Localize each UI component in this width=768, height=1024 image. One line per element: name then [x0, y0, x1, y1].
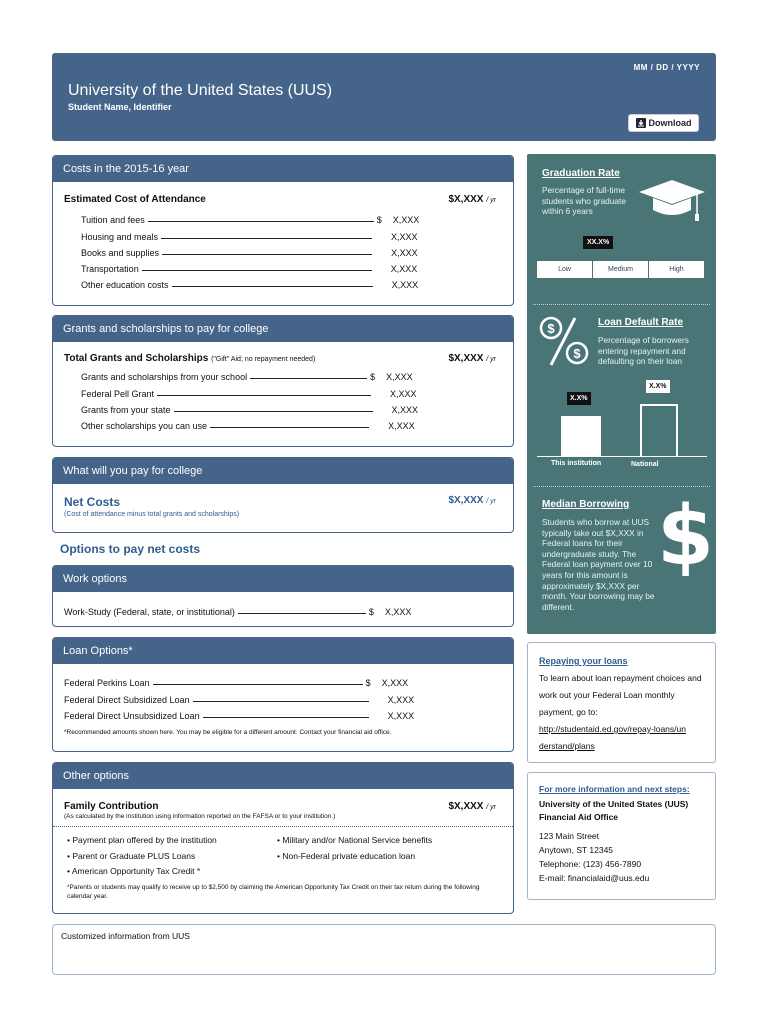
per-year: / yr: [486, 197, 496, 204]
loans-title: Loan Options*: [53, 638, 513, 664]
cost-attendance-label: Estimated Cost of Attendance: [64, 194, 206, 205]
repay-text: To learn about loan repayment choices and work out your Federal Loan monthly payment, go to:: [539, 673, 702, 717]
more-info-org: University of the United States (UUS): [539, 799, 689, 809]
bullet-dot: •: [277, 850, 283, 861]
per-year: / yr: [486, 804, 496, 811]
tax-credit-note: *Parents or students may qualify to receive up to $2,500 by claiming the American Opportunity Tax Credit on their tax return during the following calendar year.: [67, 883, 480, 900]
default-title: Loan Default Rate: [598, 317, 684, 328]
bullet-dot: •: [67, 866, 72, 876]
national-marker: X.X%: [646, 380, 670, 393]
fill-line: [238, 613, 366, 614]
option-bullet: [277, 849, 432, 865]
line-item: [53, 399, 513, 415]
line-item-value: X,XXX: [390, 388, 417, 399]
date-label: MM / DD / YYYY: [633, 63, 700, 72]
line-item-label: Grants from your state: [81, 404, 171, 415]
line-item: [53, 688, 513, 704]
grants-title: Grants and scholarships to pay for college: [53, 316, 513, 342]
options-heading: Options to pay net costs: [60, 542, 201, 556]
custom-info-text: Customized information from UUS: [61, 931, 190, 941]
grants-total-value: $X,XXX: [448, 353, 484, 364]
line-item-label: Tuition and fees: [81, 215, 145, 226]
institution-bar: [561, 416, 601, 456]
work-study-value: X,XXX: [384, 607, 412, 618]
line-item-label: Transportation: [81, 264, 139, 275]
baseline: [537, 456, 707, 457]
download-icon: [636, 118, 646, 128]
line-item-label: Other scholarships you can use: [81, 421, 208, 432]
svg-text:$: $: [547, 321, 555, 336]
net-costs-value: $X,XXX: [448, 495, 484, 506]
graduation-text: Percentage of full-time students who graduate within 6 years: [542, 185, 626, 217]
fill-line: [162, 254, 372, 255]
line-item: [53, 705, 513, 721]
option-bullet-text: Payment plan offered by the institution: [72, 835, 217, 845]
line-item-value: X,XXX: [390, 264, 418, 275]
download-button[interactable]: [628, 114, 699, 132]
student-name: Student Name, Identifier: [68, 102, 172, 112]
cost-attendance-value: $X,XXX: [448, 194, 484, 205]
fill-line: [157, 395, 371, 396]
line-item-label: Federal Perkins Loan: [64, 678, 150, 689]
median-text: Students who borrow at UUS typically take out $X,XXX in Federal loans for their undergraduate study. The Federal loan payment over 10 years for this amount is approximately $X,XXX per month. Your borrowing may be different.: [542, 517, 655, 612]
graduation-scale-low: Low: [558, 266, 571, 273]
line-item: [53, 242, 513, 258]
option-bullet-text: Parent or Graduate PLUS Loans: [72, 850, 196, 861]
work-title: Work options: [53, 566, 513, 592]
default-text: Percentage of borrowers entering repayment and defaulting on their loan: [598, 335, 689, 367]
bullet-dot: •: [67, 850, 73, 861]
line-item: [53, 274, 513, 290]
median-title: Median Borrowing: [542, 499, 630, 510]
line-item-label: Housing and meals: [81, 231, 159, 242]
fill-line: [148, 221, 374, 222]
graduation-scale-medium: Medium: [592, 261, 648, 278]
grants-total-label: Total Grants and Scholarships: [64, 353, 209, 364]
other-section: [52, 762, 514, 914]
fill-line: [203, 717, 369, 718]
fill-line: [172, 286, 373, 287]
line-item-value: X,XXX: [391, 404, 419, 415]
line-item: [53, 209, 513, 225]
option-bullet-text: Military and/or National Service benefits: [282, 835, 433, 845]
line-item: [53, 672, 513, 688]
fill-line: [210, 427, 369, 428]
line-item-label: Books and supplies: [81, 247, 160, 258]
more-info-office: Financial Aid Office: [539, 812, 619, 822]
percent-dollar-icon: [539, 315, 589, 367]
family-contribution-label: Family Contribution: [64, 801, 159, 812]
option-bullet: [67, 833, 277, 849]
line-item-value: X,XXX: [388, 421, 415, 432]
fill-line: [142, 270, 372, 271]
grants-section: [52, 315, 514, 447]
national-label: National: [631, 461, 659, 468]
custom-info-box: [52, 924, 716, 975]
net-costs-note: (Cost of attendance minus total grants and scholarships): [64, 511, 240, 518]
address-line-1: 123 Main Street: [539, 831, 600, 841]
line-item-value: X,XXX: [391, 280, 419, 291]
graduation-marker: XX.X%: [583, 236, 613, 249]
costs-title: Costs in the 2015-16 year: [53, 156, 513, 182]
repay-box: [527, 642, 716, 763]
line-item: [53, 415, 513, 431]
more-info-title: For more information and next steps:: [539, 784, 690, 794]
dollar-icon: $: [657, 489, 715, 584]
divider: [533, 486, 710, 487]
bullet-dot: •: [277, 835, 283, 845]
fill-line: [174, 411, 373, 412]
currency-symbol: $: [376, 215, 382, 226]
more-info-box: [527, 772, 716, 900]
university-title: University of the United States (UUS): [68, 82, 333, 99]
work-section: [52, 565, 514, 627]
line-item-label: Other education costs: [81, 280, 169, 291]
per-year: / yr: [486, 498, 496, 505]
line-item-value: X,XXX: [391, 231, 418, 242]
per-year: / yr: [486, 356, 496, 363]
institution-marker: X.X%: [567, 392, 591, 405]
family-contribution-note: (As calculated by the institution using information reported on the FAFSA or to your institution.): [64, 813, 336, 820]
graduation-scale-high: High: [648, 261, 704, 278]
loans-section: [52, 637, 514, 752]
graduation-cap-icon: [637, 178, 707, 224]
grants-total-note: ("Gift" Aid; no repayment needed): [211, 356, 316, 363]
divider: [533, 304, 710, 305]
line-item-value: X,XXX: [381, 678, 409, 689]
currency-symbol: $: [365, 678, 371, 689]
national-bar: [640, 404, 678, 456]
fill-line: [161, 238, 372, 239]
svg-text:$: $: [573, 346, 581, 361]
graduation-title: Graduation Rate: [542, 168, 620, 179]
line-item-value: X,XXX: [386, 372, 413, 383]
line-item-label: Federal Direct Subsidized Loan: [64, 694, 190, 705]
loans-note: *Recommended amounts shown here. You may be eligible for a different amount. Contact your financial aid office.: [64, 728, 392, 736]
costs-section: [52, 155, 514, 306]
email: E-mail: financialaid@uus.edu: [539, 873, 650, 883]
bullet-dot: •: [67, 835, 73, 845]
pay-title: What will you pay for college: [53, 458, 513, 484]
institution-label: This institution: [551, 460, 602, 467]
family-contribution-value: $X,XXX: [448, 801, 484, 812]
line-item-value: X,XXX: [392, 215, 420, 226]
line-item: [53, 366, 513, 382]
option-bullet-text: American Opportunity Tax Credit *: [71, 866, 201, 876]
option-bullet: [67, 864, 277, 880]
line-item: [53, 225, 513, 241]
currency-symbol: $: [370, 372, 376, 383]
net-costs-label: Net Costs: [64, 495, 121, 509]
line-item-value: X,XXX: [387, 710, 415, 721]
fill-line: [193, 701, 369, 702]
option-bullet-text: Non-Federal private education loan: [282, 850, 416, 861]
repay-link[interactable]: http://studentaid.ed.gov/repay-loans/understand/plans: [539, 724, 686, 751]
line-item: [53, 382, 513, 398]
telephone: Telephone: (123) 456-7890: [539, 859, 642, 869]
line-item-label: Federal Pell Grant: [81, 388, 155, 399]
sidebar-stats: [527, 154, 716, 634]
work-study-label: Work-Study (Federal, state, or institutional): [64, 607, 235, 618]
currency-symbol: $: [368, 607, 374, 618]
option-bullet: [67, 849, 277, 865]
address-line-2: Anytown, ST 12345: [539, 845, 614, 855]
header-banner: [52, 53, 716, 141]
fill-line: [153, 684, 363, 685]
line-item: [53, 258, 513, 274]
line-item-value: X,XXX: [387, 694, 415, 705]
line-item-value: X,XXX: [391, 247, 418, 258]
line-item-label: Grants and scholarships from your school: [81, 372, 248, 383]
download-label: Download: [648, 118, 692, 128]
option-bullet: [277, 833, 432, 849]
pay-section: [52, 457, 514, 533]
line-item-label: Federal Direct Unsubsidized Loan: [64, 710, 200, 721]
graduation-scale: [537, 261, 704, 278]
other-title: Other options: [53, 763, 513, 789]
repay-title[interactable]: Repaying your loans: [539, 656, 628, 666]
fill-line: [250, 378, 367, 379]
